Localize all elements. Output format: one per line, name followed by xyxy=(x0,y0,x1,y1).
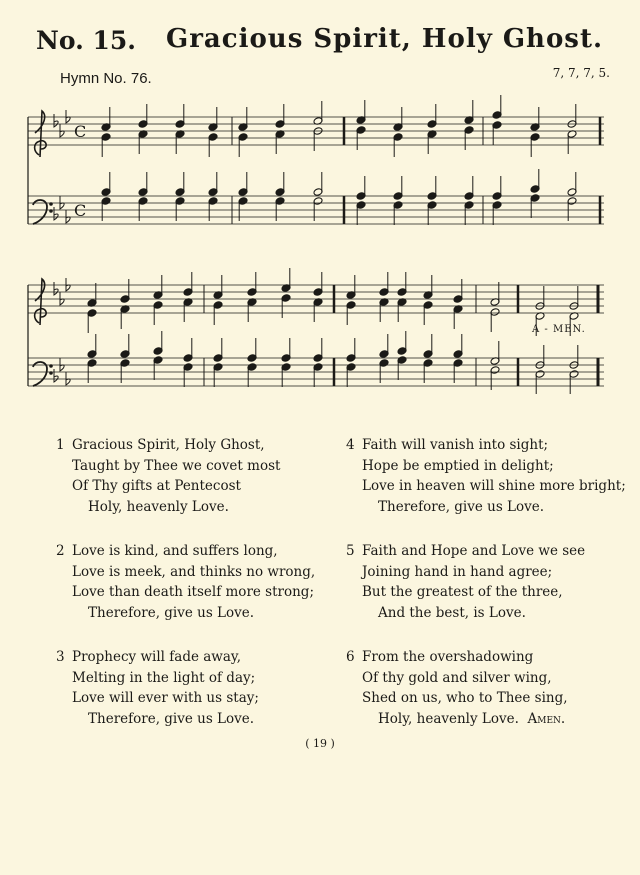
verse-4 xyxy=(346,435,626,517)
verse-number: 6 xyxy=(346,649,355,665)
treble-clef-icon xyxy=(35,279,47,325)
verses xyxy=(0,435,640,735)
verse-line: Faith and Hope and Love we see xyxy=(362,543,586,559)
amen-text: Amen. xyxy=(527,710,566,727)
flat-icon xyxy=(66,210,70,223)
bass-clef-icon xyxy=(33,362,47,386)
verse-number: 5 xyxy=(346,543,355,559)
flat-icon xyxy=(54,207,58,220)
time-signature: C xyxy=(74,201,87,220)
tune-reference: Hymn No. 76. xyxy=(60,70,152,87)
verse-line: Love than death itself more strong; xyxy=(72,584,314,600)
verse-line: Prophecy will fade away, xyxy=(72,649,242,665)
verse-line: Melting in the light of day; xyxy=(72,669,256,686)
verse-line: Love is meek, and thinks no wrong, xyxy=(72,563,316,580)
verse-number: 1 xyxy=(56,437,65,453)
music-score xyxy=(0,0,640,420)
flat-icon xyxy=(54,114,58,127)
verse-number: 4 xyxy=(346,437,355,453)
verse-refrain: Holy, heavenly Love. xyxy=(88,498,229,515)
verse-line: Joining hand in hand agree; xyxy=(362,563,553,580)
verse-5 xyxy=(346,541,586,623)
verse-line: From the overshadowing xyxy=(362,649,534,665)
flat-icon xyxy=(66,278,70,291)
flat-icon xyxy=(60,124,64,137)
page-number: ( 19 ) xyxy=(305,737,335,750)
verse-line: Love is kind, and suffers long, xyxy=(72,543,278,559)
bass-clef-dot xyxy=(50,210,53,213)
verse-line: Of Thy gifts at Pentecost xyxy=(72,478,241,494)
verse-refrain: Therefore, give us Love. xyxy=(378,498,545,515)
flat-icon xyxy=(60,358,64,371)
verse-line: Faith will vanish into sight; xyxy=(362,437,549,453)
amen-lyric: A - MEN. xyxy=(532,324,586,335)
bass-clef-dot xyxy=(50,365,53,368)
treble-clef-icon xyxy=(35,111,47,157)
verse-6 xyxy=(346,647,568,729)
verse-refrain xyxy=(362,709,568,730)
flat-icon xyxy=(60,292,64,305)
verse-refrain: Therefore, give us Love. xyxy=(88,710,255,727)
time-signature: C xyxy=(74,122,87,141)
verse-refrain: Therefore, give us Love. xyxy=(88,604,255,621)
bass-clef-dot xyxy=(50,203,53,206)
bass-clef-icon xyxy=(33,200,47,224)
verse-line: Gracious Spirit, Holy Ghost, xyxy=(72,437,265,453)
bass-clef-dot xyxy=(50,372,53,375)
verse-line: Hope be emptied in delight; xyxy=(362,457,554,474)
flat-icon xyxy=(66,110,70,123)
verse-line: Love in heaven will shine more bright; xyxy=(362,478,626,494)
verse-2 xyxy=(56,541,316,623)
verse-line: Of thy gold and silver wing, xyxy=(362,669,552,686)
verse-line: But the greatest of the three, xyxy=(362,584,563,600)
flat-icon xyxy=(60,196,64,209)
verse-number: 2 xyxy=(56,543,65,559)
verse-line: Love will ever with us stay; xyxy=(72,690,259,706)
verse-line: Shed on us, who to Thee sing, xyxy=(362,690,568,706)
hymn-title: Gracious Spirit, Holy Ghost. xyxy=(166,24,604,54)
hymn-number: No. 15. xyxy=(36,26,136,55)
flat-icon xyxy=(54,369,58,382)
flat-icon xyxy=(66,372,70,385)
refrain-text: Holy, heavenly Love. xyxy=(378,710,519,727)
verse-3 xyxy=(56,647,259,729)
verse-1 xyxy=(56,435,281,517)
verse-number: 3 xyxy=(56,649,65,665)
meter-label: 7, 7, 7, 5. xyxy=(552,66,610,80)
verse-refrain: And the best, is Love. xyxy=(378,604,526,621)
verse-line: Taught by Thee we covet most xyxy=(72,457,281,474)
flat-icon xyxy=(54,282,58,295)
